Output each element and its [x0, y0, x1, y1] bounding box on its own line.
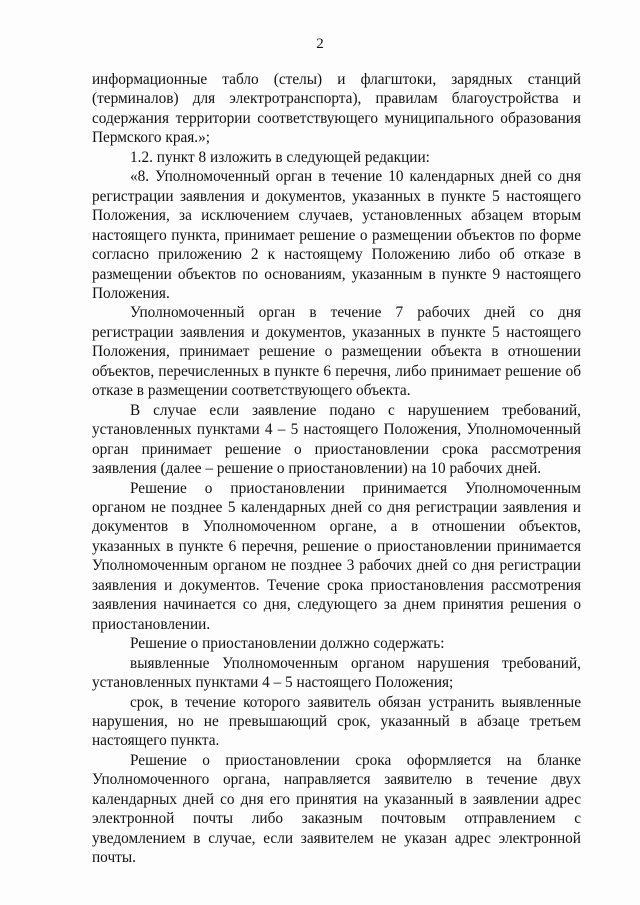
paragraph-decision-contents: Решение о приостановлении должно содержать:	[130, 635, 445, 653]
paragraph-item-1-2: 1.2. пункт 8 изложить в следующей редакции:	[130, 148, 430, 166]
paragraph-form-delivery: Решение о приостановлении срока оформляется на бланке Уполномоченного органа, направляется заявителю в течение двух календарных дней со дня его принятия на указанный в заявлении адрес электронной почты либо заказным почтовым отправлением с уведомлением в случае, если заявителем не указан адрес электронной почты.	[92, 751, 581, 867]
paragraph-deadline: срок, в течение которого заявитель обязан устранить выявленные нарушения, но не превышающий срок, указанный в абзаце третьем настоящего пункта.	[92, 693, 581, 750]
paragraph-violations-list: выявленные Уполномоченным органом нарушения требований, установленных пунктами 4 – 5 настоящего Положения;	[92, 654, 581, 692]
paragraph-suspension-decision: Решение о приостановлении принимается Уполномоченным органом не позднее 5 календарных дней со дня регистрации заявления и документов в Уполномоченном органе, а в отношении объектов, указанных в пункте 6 перечня, решение о приостановлении принимается Уполномоченным органом не позднее 3 рабочих дней со дня регистрации заявления и документов. Течение срока приостановления рассмотрения заявления начинается со дня, следующего за днем принятия решения о приостановлении.	[92, 479, 581, 633]
paragraph-seven-days: Уполномоченный орган в течение 7 рабочих дней со дня регистрации заявления и документов, указанных в пункте 5 настоящего Положения, принимает решение о размещении объекта в отношении объектов, перечисленных в пункте 6 перечня, либо принимает решение об отказе в размещении соответствующего объекта.	[92, 304, 581, 400]
document-body	[92, 70, 581, 868]
paragraph-point-8: «8. Уполномоченный орган в течение 10 календарных дней со дня регистрации заявления и документов, указанных в пункте 5 настоящего Положения, за исключением случаев, установленных абзацем вторым настоящего пункта, принимает решение о размещении объектов по форме согласно приложению 2 к настоящему Положению либо об отказе в размещении объектов по основаниям, указанным в пункте 9 настоящего Положения.	[92, 168, 581, 302]
page-number: 2	[316, 36, 324, 52]
paragraph-violation-case: В случае если заявление подано с нарушением требований, установленных пунктами 4 – 5 настоящего Положения, Уполномоченный орган принимает решение о приостановлении срока рассмотрения заявления (далее – решение о приостановлении) на 10 рабочих дней.	[92, 401, 581, 478]
paragraph-continuation: информационные табло (стелы) и флагштоки, зарядных станций (терминалов) для электротранспорта), правилам благоустройства и содержания территории соответствующего муниципального образования Пермского края.»;	[92, 71, 581, 147]
